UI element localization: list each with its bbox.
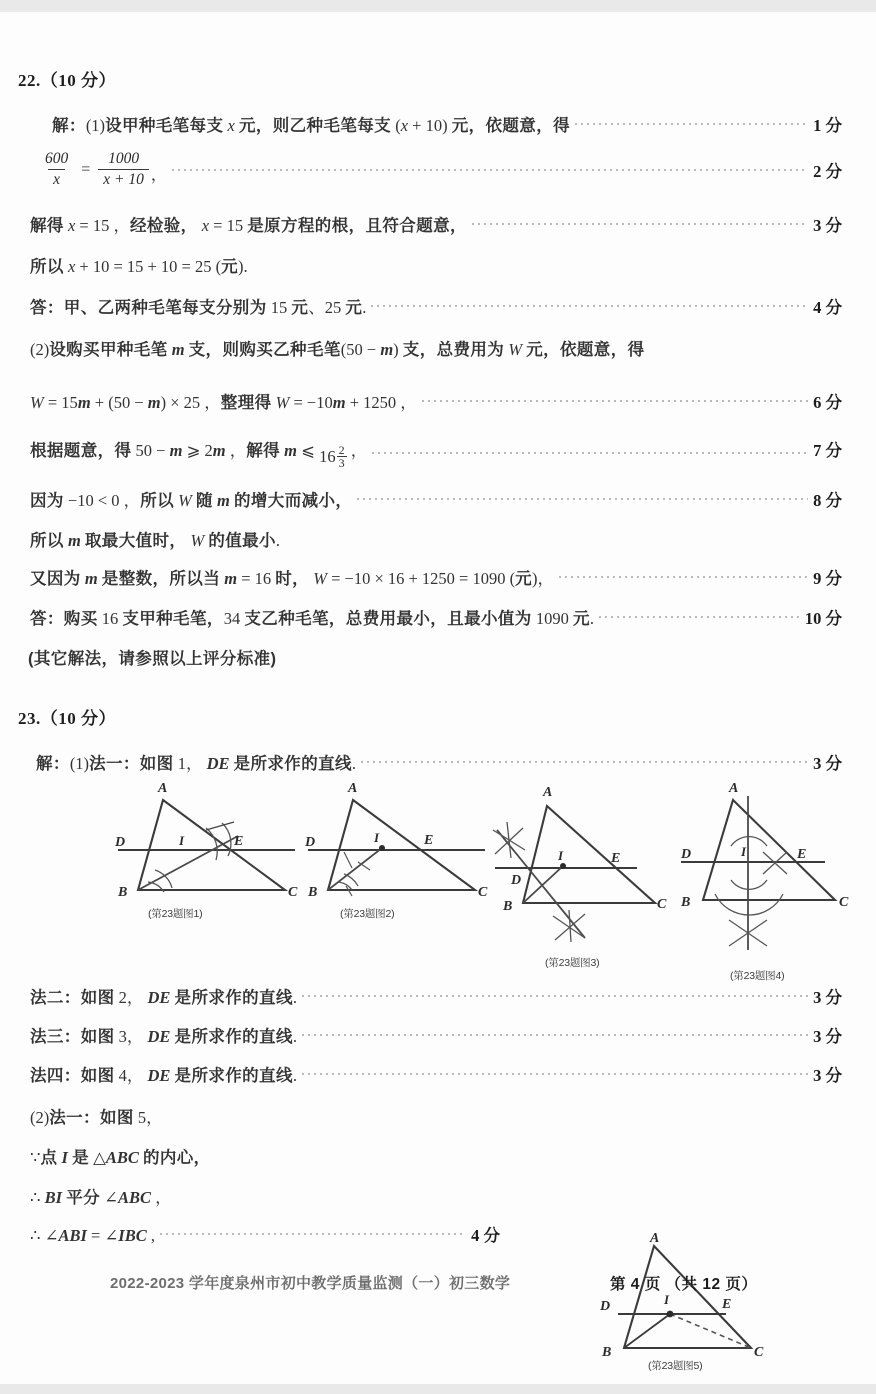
figure-1-svg <box>110 778 300 913</box>
angle-bisector-bi <box>328 848 382 890</box>
q22-line-11-text: 又因为 m 是整数，所以当 m = 16 时， W = −10 × 16 + 1250 = 1090 (元)， <box>30 569 555 588</box>
triangle-abc-outline <box>138 800 285 890</box>
q22-score-2: 2 分 <box>813 161 842 181</box>
figure-4-triangle-construction <box>675 778 871 963</box>
label-a: A <box>348 781 358 796</box>
figure-3-triangle-construction <box>485 778 685 958</box>
q22-line-3-text: 解得 x = 15 ，经检验， x = 15 是原方程的根，且符合题意， <box>30 216 467 235</box>
label-d: D <box>681 847 692 862</box>
fraction-denominator-x: x <box>48 169 65 189</box>
q22-line-4 <box>30 253 248 277</box>
label-i: I <box>741 844 747 859</box>
q22-line-6 <box>30 336 645 360</box>
q23-line-fa1-text: 解：(1)法一：如图 1， DE 是所求作的直线. <box>36 754 357 773</box>
leader-dots <box>370 448 808 458</box>
q22-line-12 <box>30 605 842 629</box>
equation-trailing-comma: ， <box>150 167 167 184</box>
q22-score-3: 3 分 <box>813 216 842 235</box>
construction-arc-upper <box>731 837 767 846</box>
label-c: C <box>754 1345 764 1360</box>
figure-3-svg <box>485 778 685 953</box>
angle-bisector-bi <box>138 836 238 890</box>
q22-line-5 <box>30 294 842 318</box>
segment-bi <box>624 1314 670 1348</box>
label-c: C <box>657 897 667 912</box>
page-footer-page-number: 第 4 页 （共 12 页） <box>610 1276 758 1293</box>
label-b: B <box>118 885 128 900</box>
q23-part2-line-2-text: ∵点 I 是 △ABC 的内心， <box>30 1148 211 1167</box>
leader-dots <box>470 219 808 229</box>
label-i: I <box>664 1292 670 1307</box>
label-i: I <box>179 833 185 848</box>
q22-score-9: 9 分 <box>813 569 842 588</box>
q22-equation-fraction <box>38 150 842 189</box>
angle-bisector-bi <box>523 866 563 903</box>
leader-dots <box>300 1030 808 1040</box>
q22-line-1-text: 解：(1)设甲种毛笔每支 x 元，则乙种毛笔每支 (x + 10) 元，依题意，得 <box>52 116 571 135</box>
label-d: D <box>305 835 316 850</box>
fraction-numerator-1000: 1000 <box>108 150 140 167</box>
q22-line-13-text: (其它解法，请参照以上评分标准) <box>28 650 277 668</box>
label-c: C <box>839 895 849 910</box>
fraction-denominator-x-plus-10: x + 10 <box>98 169 149 189</box>
q22-line-7-text: W = 15m + (50 − m) × 25 ，整理得 W = −10m + 1250 ， <box>30 393 417 412</box>
mixed-denominator: 3 <box>338 456 345 471</box>
q22-line-4-text: 所以 x + 10 = 15 + 10 = 25 (元). <box>30 257 248 276</box>
q22-line-10-text: 所以 m 取最大值时， W 的值最小. <box>30 531 281 550</box>
label-i: I <box>558 848 564 863</box>
label-a: A <box>729 781 739 796</box>
construction-arc-c2 <box>222 823 231 856</box>
label-e: E <box>611 851 621 866</box>
triangle-abc-outline <box>523 806 655 903</box>
q23-part2-line-1 <box>30 1104 163 1128</box>
construction-arc-b1 <box>338 882 352 890</box>
q23-score-4fen: 4 分 <box>471 1226 500 1245</box>
q22-line-9 <box>30 487 842 511</box>
leader-dots <box>170 165 808 175</box>
figure-2-svg <box>300 778 490 913</box>
q23-score-fa3: 3 分 <box>813 1027 842 1046</box>
q22-line-9-text: 因为 −10 < 0 ，所以 W 随 m 的增大而减小， <box>30 491 353 510</box>
q23-score-fa4: 3 分 <box>813 1066 842 1085</box>
figure-1-caption: (第23题图1) <box>148 908 203 920</box>
q22-score-7: 7 分 <box>813 441 842 460</box>
mixed-whole-part: 16 <box>319 446 336 466</box>
label-b: B <box>681 895 691 910</box>
mixed-number-16-2-3 <box>319 444 347 470</box>
label-b: B <box>602 1345 612 1360</box>
q22-score-6: 6 分 <box>813 393 842 412</box>
question-23-heading: 23.（10 分） <box>18 709 116 728</box>
tick-mark-1 <box>344 852 352 868</box>
label-i: I <box>374 830 380 845</box>
mixed-numerator: 2 <box>338 442 345 457</box>
page-top-edge <box>0 0 876 12</box>
equals-sign: = <box>81 160 91 178</box>
label-a: A <box>650 1231 660 1246</box>
leader-dots <box>557 572 808 582</box>
leader-dots <box>300 1069 808 1079</box>
q22-score-1: 1 分 <box>813 116 842 135</box>
q22-line-3 <box>30 212 842 236</box>
q23-line-fa2-text: 法二：如图 2， DE 是所求作的直线. <box>30 988 297 1007</box>
q22-line-5-text: 答：甲、乙两种毛笔每支分别为 15 元、25 元. <box>30 298 367 317</box>
mixed-fraction-part <box>337 444 347 470</box>
q22-line-13 <box>28 645 276 669</box>
q22-score-4: 4 分 <box>813 298 842 317</box>
q22-line-12-text: 答：购买 16 支甲种毛笔，34 支乙种毛笔，总费用最小，且最小值为 1090 元. <box>30 609 594 628</box>
figure-1-triangle-construction <box>110 778 300 918</box>
q22-line-6-text: (2)设购买甲种毛笔 m 支，则购买乙种毛笔(50 − m) 支，总费用为 W 元，依题意，得 <box>30 340 645 359</box>
figure-4-svg <box>675 778 871 958</box>
figure-4-caption: (第23题图4) <box>730 970 785 982</box>
segment-ic-dashed <box>670 1314 751 1348</box>
figure-2-triangle-construction <box>300 778 490 918</box>
figure-3-caption: (第23题图3) <box>545 957 600 969</box>
leader-dots <box>573 119 808 129</box>
leader-dots <box>158 1229 466 1239</box>
leader-dots <box>369 301 808 311</box>
q23-line-fa1 <box>36 750 842 774</box>
q22-line-1 <box>52 112 842 136</box>
label-c: C <box>288 885 298 900</box>
label-e: E <box>797 847 807 862</box>
construction-arc-wide <box>715 894 783 915</box>
q22-score-10: 10 分 <box>804 609 842 628</box>
point-i-marker <box>560 863 566 869</box>
fraction-numerator-600: 600 <box>45 150 69 167</box>
label-e: E <box>424 833 434 848</box>
q23-line-fa4-text: 法四：如图 4， DE 是所求作的直线. <box>30 1066 297 1085</box>
q22-line-8-text: 根据题意，得 50 − m ⩾ 2m ，解得 m ⩽ 16 $\frac{2}{3}$ ， <box>30 441 368 471</box>
page-bottom-edge <box>0 1384 876 1394</box>
leader-dots <box>359 757 808 767</box>
label-b: B <box>503 899 513 914</box>
q23-line-fa4 <box>30 1062 842 1086</box>
q23-part2-line-4 <box>30 1222 500 1246</box>
q22-line-11 <box>30 565 842 589</box>
q23-line-fa2 <box>30 984 842 1008</box>
figure-5-caption: (第23题图5) <box>648 1360 703 1372</box>
label-b: B <box>308 885 318 900</box>
leader-dots <box>597 612 800 622</box>
q23-part2-line-3-text: ∴ BI 平分 ∠ABC ， <box>30 1188 172 1207</box>
q23-score-fa2: 3 分 <box>813 988 842 1007</box>
point-i-marker <box>667 1311 674 1318</box>
fraction-600-over-x <box>40 150 73 189</box>
leader-dots <box>355 494 808 504</box>
page-footer-exam-title: 2022-2023 学年度泉州市初中教学质量监测（一）初三数学 <box>110 1275 511 1292</box>
label-d: D <box>600 1299 611 1314</box>
q23-part2-line-2 <box>30 1144 211 1168</box>
construction-arc-lower <box>731 880 767 889</box>
leader-dots <box>420 396 808 406</box>
fraction-1000-over-x-plus-10 <box>98 150 149 189</box>
triangle-abc-outline <box>703 800 835 900</box>
label-e: E <box>234 834 244 849</box>
label-a: A <box>158 781 168 796</box>
label-e: E <box>722 1297 732 1312</box>
q22-line-7 <box>30 389 842 413</box>
label-d: D <box>511 873 522 888</box>
label-a: A <box>543 785 553 800</box>
q22-score-8: 8 分 <box>813 491 842 510</box>
q23-line-fa3-text: 法三：如图 3， DE 是所求作的直线. <box>30 1027 297 1046</box>
q23-part2-line-4-text: ∴ ∠ABI = ∠IBC , <box>30 1226 155 1245</box>
leader-dots <box>300 991 808 1001</box>
question-22-heading: 22.（10 分） <box>18 71 116 90</box>
q23-part2-line-3 <box>30 1184 172 1208</box>
q23-part2-line-1-text: (2)法一：如图 5， <box>30 1108 163 1127</box>
triangle-abc-outline <box>624 1246 751 1348</box>
q22-line-10 <box>30 527 280 551</box>
point-i-marker <box>379 845 385 851</box>
label-c: C <box>478 885 488 900</box>
figure-2-caption: (第23题图2) <box>340 908 395 920</box>
q23-line-fa3 <box>30 1023 842 1047</box>
q22-line-8 <box>30 437 842 470</box>
q23-score-fa1: 3 分 <box>813 754 842 773</box>
construction-tick-1 <box>206 822 234 830</box>
label-d: D <box>115 835 126 850</box>
